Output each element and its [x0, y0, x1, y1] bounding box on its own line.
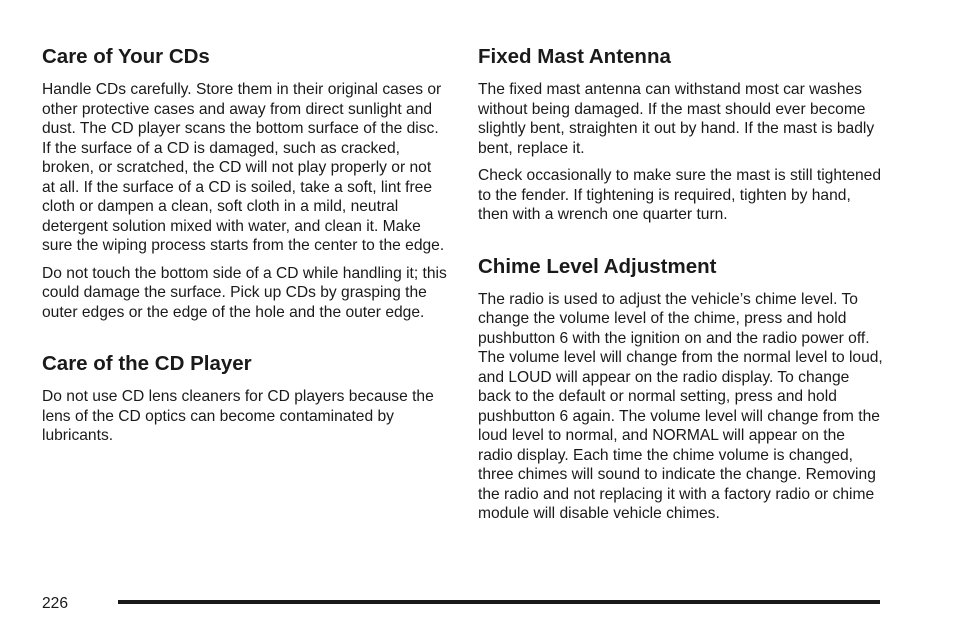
page-number: 226 [42, 595, 69, 612]
section-title-care-of-cd-player: Care of the CD Player [42, 352, 252, 375]
paragraph-cd-handling: Handle CDs carefully. Store them in their original cases or other protective cases and away from direct sunlight and dust. The CD player scans the bottom surface of the disc. If the surface of a CD is damaged, such as cracked, broken, or scratched, the CD will not play properly or not at all. If the surface of a CD is soiled, take a soft, lint free cloth or dampen a clean, soft cloth in a mild, neutral detergent solution mixed with water, and clean it. Make sure the wiping process starts from the center to the edge. [42, 81, 445, 254]
paragraph-cd-touching: Do not touch the bottom side of a CD while handling it; this could damage the surface. Pick up CDs by grasping the outer edges or the edge of the hole and the outer edge. [42, 264, 447, 321]
paragraph-lens-cleaners: Do not use CD lens cleaners for CD players because the lens of the CD optics can become contaminated by lubricants. [42, 388, 434, 444]
section-title-chime-level-adjustment: Chime Level Adjustment [478, 254, 717, 278]
section-title-fixed-mast-antenna: Fixed Mast Antenna [478, 45, 671, 68]
section-title-care-of-your-cds: Care of Your CDs [42, 45, 210, 68]
right-column [478, 44, 883, 532]
footer-rule [118, 600, 880, 604]
left-column [42, 44, 447, 454]
paragraph-antenna-car-wash: The fixed mast antenna can withstand most car washes without being damaged. If the mast should ever become slightly bent, straighten it out by hand. If the mast is badly bent, replace it. [478, 81, 875, 157]
paragraph-chime-level: The radio is used to adjust the vehicle’s chime level. To change the volume level of the chime, press and hold pushbutton 6 with the ignition on and the radio power off. The volume level will change from the normal level to loud, and LOUD will appear on the radio display. To change back to the default or normal setting, press and hold pushbutton 6 again. The volume level will change from the loud level to normal, and NORMAL will appear on the radio display. Each time the chime volume is changed, three chimes will sound to indicate the change. Removing the radio and not replacing it with a factory radio or chime module will disable vehicle chimes. [478, 290, 883, 522]
section-spacer [42, 330, 447, 351]
section-spacer [478, 233, 883, 254]
paragraph-antenna-tightening: Check occasionally to make sure the mast is still tightened to the fender. If tightening is required, tighten by hand, then with a wrench one quarter turn. [478, 167, 882, 223]
